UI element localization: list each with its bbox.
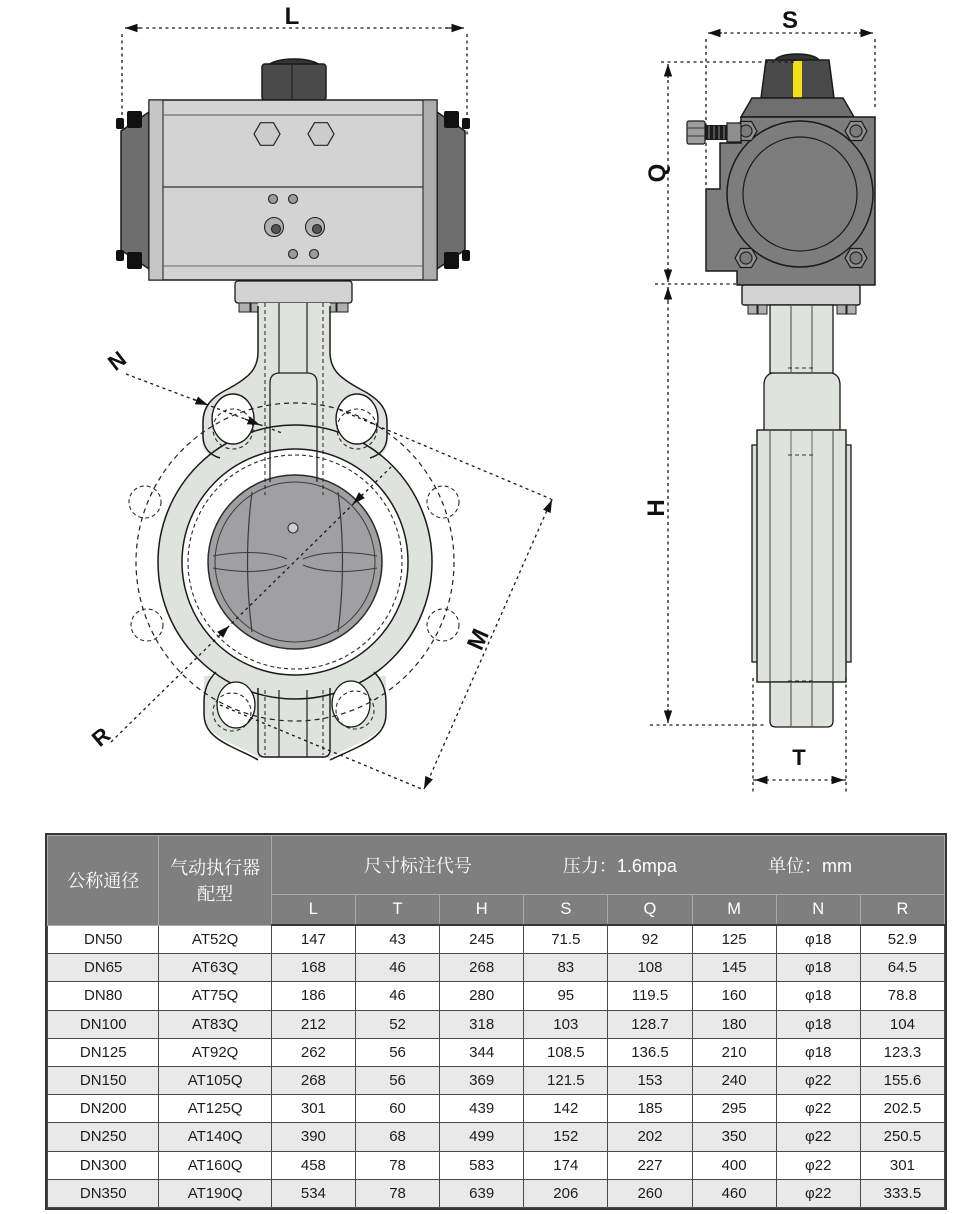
table-cell: φ22 <box>776 1179 860 1207</box>
table-cell: 268 <box>271 1066 355 1094</box>
table-cell: DN250 <box>48 1123 159 1151</box>
table-cell: 245 <box>440 925 524 954</box>
table-cell: 152 <box>524 1123 608 1151</box>
table-row <box>48 1151 945 1179</box>
dim-label-S: S <box>781 7 799 34</box>
table-cell: 142 <box>524 1095 608 1123</box>
table-cell: 439 <box>440 1095 524 1123</box>
table-cell: DN65 <box>48 954 159 982</box>
table-cell: AT190Q <box>159 1179 271 1207</box>
dim-label-R: R <box>86 722 116 752</box>
dim-column-header: R <box>860 895 944 926</box>
spec-table-section <box>45 833 947 1210</box>
table-cell: 78 <box>355 1179 439 1207</box>
table-row <box>48 1123 945 1151</box>
table-cell: DN100 <box>48 1010 159 1038</box>
table-cell: 52 <box>355 1010 439 1038</box>
actuator-left-cap <box>121 112 149 269</box>
table-cell: 295 <box>692 1095 776 1123</box>
table-cell: 60 <box>355 1095 439 1123</box>
table-cell: 103 <box>524 1010 608 1038</box>
table-cell: DN50 <box>48 925 159 954</box>
dim-column-header: Q <box>608 895 692 926</box>
table-cell: 56 <box>355 1066 439 1094</box>
indicator-stripe <box>793 61 802 98</box>
table-cell: AT140Q <box>159 1123 271 1151</box>
table-cell: 83 <box>524 954 608 982</box>
table-cell: φ22 <box>776 1095 860 1123</box>
stem-side <box>770 305 833 373</box>
table-cell: 46 <box>355 954 439 982</box>
flange-hole <box>332 681 370 727</box>
flange-hole <box>336 394 378 444</box>
table-cell: 458 <box>271 1151 355 1179</box>
table-cell: 123.3 <box>860 1038 944 1066</box>
neck-shoulder-side <box>764 372 840 434</box>
col-header-actuator-model <box>159 836 271 926</box>
table-cell: DN300 <box>48 1151 159 1179</box>
table-row <box>48 1179 945 1207</box>
position-knob <box>262 64 326 100</box>
dim-code-header <box>271 836 944 895</box>
table-cell: 52.9 <box>860 925 944 954</box>
table-cell: 369 <box>440 1066 524 1094</box>
disc-center-hole <box>288 523 298 533</box>
table-cell: 499 <box>440 1123 524 1151</box>
table-cell: 202.5 <box>860 1095 944 1123</box>
dim-label-L: L <box>284 3 300 30</box>
table-cell: 108.5 <box>524 1038 608 1066</box>
table-cell: 119.5 <box>608 982 692 1010</box>
table-cell: φ22 <box>776 1123 860 1151</box>
table-cell: 534 <box>271 1179 355 1207</box>
air-fitting <box>687 121 741 144</box>
dim-column-header: N <box>776 895 860 926</box>
table-cell: 250.5 <box>860 1123 944 1151</box>
header-row-main <box>48 836 945 895</box>
table-cell: 301 <box>860 1151 944 1179</box>
table-cell: 210 <box>692 1038 776 1066</box>
table-body <box>48 925 945 1207</box>
table-cell: AT83Q <box>159 1010 271 1038</box>
table-cell: 43 <box>355 925 439 954</box>
table-cell: AT75Q <box>159 982 271 1010</box>
table-cell: 78 <box>355 1151 439 1179</box>
table-row <box>48 1066 945 1094</box>
arrow-icon <box>424 778 429 789</box>
table-cell: 121.5 <box>524 1066 608 1094</box>
dim-column-header: S <box>524 895 608 926</box>
table-cell: 301 <box>271 1095 355 1123</box>
table-cell: 400 <box>692 1151 776 1179</box>
table-row <box>48 954 945 982</box>
col-header-actuator-line1: 气动执行器 <box>170 858 261 879</box>
table-cell: φ22 <box>776 1151 860 1179</box>
dim-column-header: T <box>355 895 439 926</box>
mounting-plate-front <box>235 281 352 303</box>
table-cell: AT160Q <box>159 1151 271 1179</box>
table-cell: DN80 <box>48 982 159 1010</box>
table-cell: 92 <box>608 925 692 954</box>
table-cell: 212 <box>271 1010 355 1038</box>
dim-label-H: H <box>643 499 670 517</box>
table-cell: 153 <box>608 1066 692 1094</box>
table-cell: φ18 <box>776 1038 860 1066</box>
table-cell: 125 <box>692 925 776 954</box>
table-cell: 46 <box>355 982 439 1010</box>
table-cell: 262 <box>271 1038 355 1066</box>
table-cell: 174 <box>524 1151 608 1179</box>
table-cell: 136.5 <box>608 1038 692 1066</box>
dimension-table <box>47 835 945 1208</box>
table-cell: 68 <box>355 1123 439 1151</box>
table-cell: 318 <box>440 1010 524 1038</box>
table-cell: DN350 <box>48 1179 159 1207</box>
table-cell: 160 <box>692 982 776 1010</box>
table-row <box>48 1010 945 1038</box>
table-cell: 64.5 <box>860 954 944 982</box>
table-cell: 186 <box>271 982 355 1010</box>
table-cell: AT125Q <box>159 1095 271 1123</box>
table-cell: φ22 <box>776 1066 860 1094</box>
table-cell: 168 <box>271 954 355 982</box>
table-cell: 260 <box>608 1179 692 1207</box>
bottom-stub-side <box>770 682 833 727</box>
table-cell: AT92Q <box>159 1038 271 1066</box>
table-cell: 344 <box>440 1038 524 1066</box>
actuator-right-cap <box>437 112 465 269</box>
table-cell: 333.5 <box>860 1179 944 1207</box>
table-row <box>48 1038 945 1066</box>
table-cell: 108 <box>608 954 692 982</box>
front-view <box>111 28 552 790</box>
table-cell: 145 <box>692 954 776 982</box>
table-cell: 78.8 <box>860 982 944 1010</box>
table-cell: DN150 <box>48 1066 159 1094</box>
table-cell: 268 <box>440 954 524 982</box>
table-cell: 280 <box>440 982 524 1010</box>
side-view <box>650 33 875 792</box>
flange-hole <box>212 394 254 444</box>
arrow-icon <box>193 399 208 405</box>
table-cell: 350 <box>692 1123 776 1151</box>
table-cell: φ18 <box>776 982 860 1010</box>
dim-label-Q: Q <box>644 163 671 183</box>
knob-pedestal <box>741 98 854 117</box>
dim-column-header: M <box>692 895 776 926</box>
table-cell: 202 <box>608 1123 692 1151</box>
table-cell: 460 <box>692 1179 776 1207</box>
table-cell: DN125 <box>48 1038 159 1066</box>
table-cell: AT63Q <box>159 954 271 982</box>
dim-label-N: N <box>103 346 132 376</box>
dim-column-header: L <box>271 895 355 926</box>
dim-label-T: T <box>792 745 806 770</box>
table-row <box>48 1095 945 1123</box>
table-cell: 206 <box>524 1179 608 1207</box>
table-cell: 155.6 <box>860 1066 944 1094</box>
table-cell: 390 <box>271 1123 355 1151</box>
table-cell: DN200 <box>48 1095 159 1123</box>
mounting-plate-side <box>742 285 860 305</box>
table-row <box>48 982 945 1010</box>
table-cell: φ18 <box>776 925 860 954</box>
table-cell: 95 <box>524 982 608 1010</box>
table-cell: 227 <box>608 1151 692 1179</box>
dim-column-header: H <box>440 895 524 926</box>
dim-label-M: M <box>462 624 495 655</box>
col-header-nominal-diameter: 公称通径 <box>48 836 159 926</box>
table-cell: AT52Q <box>159 925 271 954</box>
table-cell: 71.5 <box>524 925 608 954</box>
table-cell: 104 <box>860 1010 944 1038</box>
table-cell: AT105Q <box>159 1066 271 1094</box>
table-cell: 185 <box>608 1095 692 1123</box>
dim-code-title: 尺寸标注代号 <box>363 856 472 876</box>
table-cell: 583 <box>440 1151 524 1179</box>
unit-note: 单位：mm <box>767 856 852 876</box>
table-cell: 240 <box>692 1066 776 1094</box>
table-cell: 56 <box>355 1038 439 1066</box>
table-cell: 180 <box>692 1010 776 1038</box>
pressure-note: 压力：1.6mpa <box>562 856 677 876</box>
table-cell: 639 <box>440 1179 524 1207</box>
table-row <box>48 925 945 954</box>
table-cell: φ18 <box>776 954 860 982</box>
table-cell: φ18 <box>776 1010 860 1038</box>
col-header-actuator-line2: 配型 <box>197 884 234 905</box>
table-cell: 147 <box>271 925 355 954</box>
table-cell: 128.7 <box>608 1010 692 1038</box>
